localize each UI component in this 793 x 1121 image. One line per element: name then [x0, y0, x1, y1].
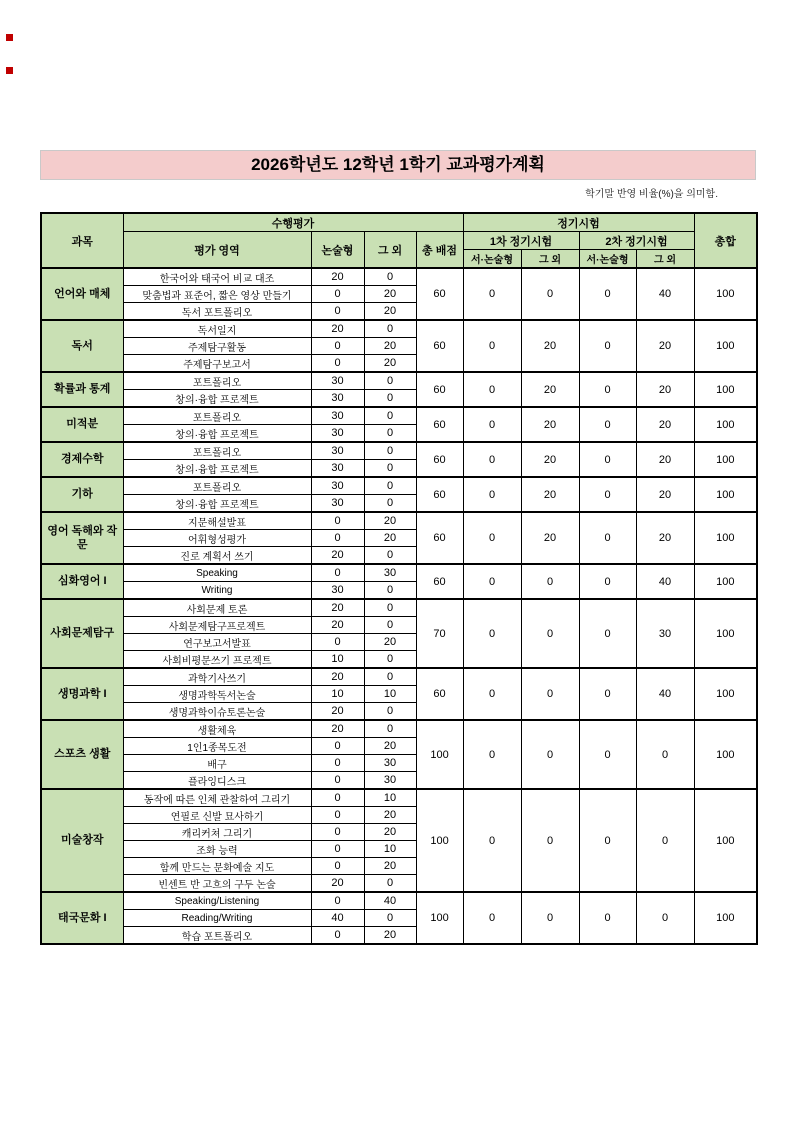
subject-group	[41, 407, 757, 442]
exam2-other-cell: 20	[636, 320, 694, 372]
other-score-cell: 0	[364, 547, 416, 565]
eval-area-cell: 독서 포트폴리오	[123, 303, 311, 321]
exam2-other-cell: 20	[636, 512, 694, 564]
subject-group	[41, 892, 757, 944]
eval-area-cell: 생명과학독서논술	[123, 686, 311, 703]
essay-score-cell: 0	[311, 892, 364, 910]
exam2-other-cell: 20	[636, 372, 694, 407]
other-score-cell: 20	[364, 634, 416, 651]
document-page	[40, 150, 756, 945]
exam2-other-cell: 20	[636, 442, 694, 477]
other-score-cell: 10	[364, 841, 416, 858]
eval-area-cell: 사회문제 토론	[123, 599, 311, 617]
essay-score-cell: 30	[311, 582, 364, 600]
other-score-cell: 20	[364, 927, 416, 945]
exam1-other-cell: 0	[521, 720, 579, 789]
other-score-cell: 30	[364, 772, 416, 790]
red-mark-icon	[6, 67, 13, 74]
other-score-cell: 20	[364, 303, 416, 321]
exam2-essay-cell: 0	[579, 407, 636, 442]
table-row	[41, 789, 757, 807]
essay-score-cell: 0	[311, 738, 364, 755]
exam2-essay-cell: 0	[579, 268, 636, 320]
subject-cell: 경제수학	[41, 442, 123, 477]
other-score-cell: 30	[364, 564, 416, 582]
subject-cell: 미술창작	[41, 789, 123, 892]
subject-cell: 스포츠 생활	[41, 720, 123, 789]
eval-area-cell: 사회비평문쓰기 프로젝트	[123, 651, 311, 669]
eval-area-cell: 창의·융합 프로젝트	[123, 460, 311, 478]
essay-score-cell: 20	[311, 599, 364, 617]
essay-score-cell: 0	[311, 512, 364, 530]
eval-area-header: 평가 영역	[123, 232, 311, 269]
exam1-header: 1차 정기시험	[463, 232, 579, 250]
subject-cell: 심화영어 I	[41, 564, 123, 599]
total-points-cell: 60	[416, 320, 463, 372]
grand-total-cell: 100	[694, 668, 757, 720]
table-row	[41, 268, 757, 286]
essay-score-cell: 30	[311, 442, 364, 460]
eval-area-cell: 연필로 신발 묘사하기	[123, 807, 311, 824]
subject-cell: 태국문화 I	[41, 892, 123, 944]
other-score-cell: 10	[364, 789, 416, 807]
subject-group	[41, 320, 757, 372]
exam1-other-cell: 20	[521, 477, 579, 512]
exam1-other-cell: 20	[521, 407, 579, 442]
table-row	[41, 564, 757, 582]
other-score-cell: 40	[364, 892, 416, 910]
total-points-cell: 60	[416, 477, 463, 512]
exam1-essay-cell: 0	[463, 320, 521, 372]
grand-total-cell: 100	[694, 789, 757, 892]
other-score-cell: 20	[364, 738, 416, 755]
essay-score-cell: 10	[311, 686, 364, 703]
exam1-essay-cell: 0	[463, 599, 521, 668]
table-row	[41, 477, 757, 495]
other-score-cell: 0	[364, 495, 416, 513]
table-row	[41, 512, 757, 530]
grand-total-cell: 100	[694, 372, 757, 407]
exam1-other-cell: 0	[521, 892, 579, 944]
other-score-cell: 0	[364, 477, 416, 495]
essay-score-cell: 20	[311, 617, 364, 634]
essay-score-cell: 0	[311, 634, 364, 651]
subject-group	[41, 372, 757, 407]
total-points-cell: 100	[416, 720, 463, 789]
other-score-cell: 20	[364, 824, 416, 841]
subject-cell: 사회문제탐구	[41, 599, 123, 668]
subject-cell: 미적분	[41, 407, 123, 442]
essay-score-cell: 20	[311, 547, 364, 565]
exam1-other-cell: 0	[521, 268, 579, 320]
eval-area-cell: 맞춤법과 표준어, 짧은 영상 만들기	[123, 286, 311, 303]
eval-area-cell: 함께 만드는 문화예술 지도	[123, 858, 311, 875]
subject-group	[41, 599, 757, 668]
table-row	[41, 668, 757, 686]
header-row-1	[41, 213, 757, 232]
subject-cell: 영어 독해와 작문	[41, 512, 123, 564]
other-score-cell: 0	[364, 720, 416, 738]
other-score-cell: 20	[364, 807, 416, 824]
total-points-cell: 100	[416, 789, 463, 892]
grand-total-cell: 100	[694, 599, 757, 668]
eval-area-cell: 주제탐구보고서	[123, 355, 311, 373]
other-score-cell: 0	[364, 910, 416, 927]
exam2-essay-cell: 0	[579, 477, 636, 512]
exam2-other-cell: 40	[636, 268, 694, 320]
exam2-essay-cell: 0	[579, 789, 636, 892]
grand-total-cell: 100	[694, 720, 757, 789]
exam1-essay-cell: 0	[463, 477, 521, 512]
total-points-cell: 60	[416, 564, 463, 599]
subject-cell: 독서	[41, 320, 123, 372]
other-score-cell: 0	[364, 599, 416, 617]
essay-score-cell: 20	[311, 668, 364, 686]
essay-score-cell: 0	[311, 789, 364, 807]
exam1-other-cell: 20	[521, 442, 579, 477]
note-text: 학기말 반영 비율(%)을 의미함.	[585, 189, 718, 200]
total-points-cell: 60	[416, 372, 463, 407]
exam1-other-cell: 0	[521, 599, 579, 668]
total-points-cell: 60	[416, 668, 463, 720]
table-row	[41, 320, 757, 338]
exam1-other-cell: 0	[521, 789, 579, 892]
exam1-essay-header: 서·논술형	[463, 250, 521, 269]
other-score-cell: 10	[364, 686, 416, 703]
exam1-essay-cell: 0	[463, 512, 521, 564]
other-score-cell: 0	[364, 425, 416, 443]
essay-header: 논술형	[311, 232, 364, 269]
total-points-cell: 70	[416, 599, 463, 668]
grand-total-cell: 100	[694, 320, 757, 372]
exam2-other-cell: 0	[636, 720, 694, 789]
eval-area-cell: 과학기사쓰기	[123, 668, 311, 686]
exam1-essay-cell: 0	[463, 720, 521, 789]
eval-area-cell: 창의·융합 프로젝트	[123, 390, 311, 408]
other-score-cell: 0	[364, 390, 416, 408]
total-points-cell: 60	[416, 442, 463, 477]
table-row	[41, 372, 757, 390]
exam1-essay-cell: 0	[463, 372, 521, 407]
exam1-essay-cell: 0	[463, 668, 521, 720]
exam2-other-cell: 0	[636, 892, 694, 944]
other-score-cell: 0	[364, 651, 416, 669]
essay-score-cell: 30	[311, 425, 364, 443]
eval-area-cell: 독서일지	[123, 320, 311, 338]
essay-score-cell: 0	[311, 755, 364, 772]
subject-header: 과목	[41, 213, 123, 268]
essay-score-cell: 0	[311, 858, 364, 875]
essay-score-cell: 20	[311, 320, 364, 338]
total-points-cell: 100	[416, 892, 463, 944]
subject-group	[41, 668, 757, 720]
essay-score-cell: 20	[311, 875, 364, 893]
exam2-other-cell: 0	[636, 789, 694, 892]
exam2-essay-cell: 0	[579, 512, 636, 564]
grand-total-cell: 100	[694, 564, 757, 599]
other-score-cell: 0	[364, 460, 416, 478]
essay-score-cell: 0	[311, 841, 364, 858]
essay-score-cell: 0	[311, 807, 364, 824]
other-score-cell: 0	[364, 617, 416, 634]
essay-score-cell: 0	[311, 530, 364, 547]
subject-cell: 언어와 매체	[41, 268, 123, 320]
eval-area-cell: 빈센트 반 고흐의 구두 논술	[123, 875, 311, 893]
exam1-other-header: 그 외	[521, 250, 579, 269]
grand-total-cell: 100	[694, 892, 757, 944]
exam1-other-cell: 20	[521, 320, 579, 372]
evaluation-plan-table	[40, 212, 758, 945]
exam1-essay-cell: 0	[463, 442, 521, 477]
other-score-cell: 20	[364, 858, 416, 875]
other-score-cell: 20	[364, 355, 416, 373]
eval-area-cell: 주제탐구활동	[123, 338, 311, 355]
eval-area-cell: 지문해설발표	[123, 512, 311, 530]
exam2-other-cell: 40	[636, 668, 694, 720]
exam1-essay-cell: 0	[463, 407, 521, 442]
exam2-other-header: 그 외	[636, 250, 694, 269]
essay-score-cell: 30	[311, 407, 364, 425]
other-score-cell: 0	[364, 703, 416, 721]
exam1-other-cell: 0	[521, 668, 579, 720]
subject-group	[41, 512, 757, 564]
subject-group	[41, 268, 757, 320]
eval-area-cell: 포트폴리오	[123, 442, 311, 460]
other-score-cell: 20	[364, 338, 416, 355]
subject-group	[41, 477, 757, 512]
exam2-essay-header: 서·논술형	[579, 250, 636, 269]
essay-score-cell: 0	[311, 355, 364, 373]
exam2-other-cell: 30	[636, 599, 694, 668]
eval-area-cell: 진로 계획서 쓰기	[123, 547, 311, 565]
essay-score-cell: 20	[311, 268, 364, 286]
essay-score-cell: 10	[311, 651, 364, 669]
total-points-cell: 60	[416, 407, 463, 442]
exam2-other-cell: 40	[636, 564, 694, 599]
other-header: 그 외	[364, 232, 416, 269]
eval-area-cell: 배구	[123, 755, 311, 772]
essay-score-cell: 30	[311, 372, 364, 390]
exam2-other-cell: 20	[636, 407, 694, 442]
other-score-cell: 0	[364, 442, 416, 460]
exam2-essay-cell: 0	[579, 564, 636, 599]
exam2-header: 2차 정기시험	[579, 232, 694, 250]
page-title: 2026학년도 12학년 1학기 교과평가계획	[40, 150, 756, 180]
exam1-other-cell: 20	[521, 512, 579, 564]
eval-area-cell: 생명과학이슈토론논술	[123, 703, 311, 721]
subject-cell: 생명과학 I	[41, 668, 123, 720]
other-score-cell: 30	[364, 755, 416, 772]
exam-header: 정기시험	[463, 213, 694, 232]
eval-area-cell: 포트폴리오	[123, 407, 311, 425]
eval-area-cell: Speaking/Listening	[123, 892, 311, 910]
performance-header: 수행평가	[123, 213, 463, 232]
eval-area-cell: 생활체육	[123, 720, 311, 738]
table-row	[41, 407, 757, 425]
eval-area-cell: 동작에 따른 인체 관찰하여 그리기	[123, 789, 311, 807]
essay-score-cell: 0	[311, 286, 364, 303]
essay-score-cell: 0	[311, 338, 364, 355]
subject-group	[41, 720, 757, 789]
exam2-other-cell: 20	[636, 477, 694, 512]
subject-cell: 기하	[41, 477, 123, 512]
eval-area-cell: 플라잉디스크	[123, 772, 311, 790]
other-score-cell: 20	[364, 530, 416, 547]
other-score-cell: 0	[364, 668, 416, 686]
total-points-cell: 60	[416, 268, 463, 320]
essay-score-cell: 30	[311, 390, 364, 408]
exam2-essay-cell: 0	[579, 892, 636, 944]
essay-score-cell: 40	[311, 910, 364, 927]
other-score-cell: 0	[364, 320, 416, 338]
essay-score-cell: 30	[311, 460, 364, 478]
other-score-cell: 0	[364, 268, 416, 286]
exam2-essay-cell: 0	[579, 599, 636, 668]
other-score-cell: 0	[364, 407, 416, 425]
table-row	[41, 720, 757, 738]
exam1-essay-cell: 0	[463, 564, 521, 599]
eval-area-cell: 창의·융합 프로젝트	[123, 425, 311, 443]
table-row	[41, 892, 757, 910]
exam2-essay-cell: 0	[579, 720, 636, 789]
eval-area-cell: 연구보고서발표	[123, 634, 311, 651]
grand-total-header: 총합	[694, 213, 757, 268]
table-header	[41, 213, 757, 268]
exam2-essay-cell: 0	[579, 320, 636, 372]
eval-area-cell: 캐리커쳐 그리기	[123, 824, 311, 841]
eval-area-cell: Reading/Writing	[123, 910, 311, 927]
eval-area-cell: 창의·융합 프로젝트	[123, 495, 311, 513]
eval-area-cell: Writing	[123, 582, 311, 600]
other-score-cell: 20	[364, 512, 416, 530]
total-points-cell: 60	[416, 512, 463, 564]
other-score-cell: 0	[364, 372, 416, 390]
eval-area-cell: 한국어와 태국어 비교 대조	[123, 268, 311, 286]
essay-score-cell: 30	[311, 477, 364, 495]
grand-total-cell: 100	[694, 512, 757, 564]
essay-score-cell: 0	[311, 564, 364, 582]
exam2-essay-cell: 0	[579, 442, 636, 477]
subject-cell: 확률과 통계	[41, 372, 123, 407]
essay-score-cell: 0	[311, 824, 364, 841]
grand-total-cell: 100	[694, 477, 757, 512]
exam2-essay-cell: 0	[579, 668, 636, 720]
other-score-cell: 20	[364, 286, 416, 303]
subject-group	[41, 564, 757, 599]
exam1-essay-cell: 0	[463, 892, 521, 944]
exam1-other-cell: 20	[521, 372, 579, 407]
other-score-cell: 0	[364, 582, 416, 600]
essay-score-cell: 30	[311, 495, 364, 513]
other-score-cell: 0	[364, 875, 416, 893]
eval-area-cell: 어휘형성평가	[123, 530, 311, 547]
exam1-other-cell: 0	[521, 564, 579, 599]
grand-total-cell: 100	[694, 442, 757, 477]
eval-area-cell: 조화 능력	[123, 841, 311, 858]
grand-total-cell: 100	[694, 407, 757, 442]
subject-group	[41, 789, 757, 892]
table-row	[41, 442, 757, 460]
subject-group	[41, 442, 757, 477]
header-row-2	[41, 232, 757, 250]
eval-area-cell: 사회문제탐구프로젝트	[123, 617, 311, 634]
eval-area-cell: 포트폴리오	[123, 477, 311, 495]
essay-score-cell: 0	[311, 303, 364, 321]
essay-score-cell: 0	[311, 772, 364, 790]
exam2-essay-cell: 0	[579, 372, 636, 407]
exam1-essay-cell: 0	[463, 268, 521, 320]
total-points-header: 총 배점	[416, 232, 463, 269]
exam1-essay-cell: 0	[463, 789, 521, 892]
eval-area-cell: 학습 포트폴리오	[123, 927, 311, 945]
table-row	[41, 599, 757, 617]
essay-score-cell: 0	[311, 927, 364, 945]
red-mark-icon	[6, 34, 13, 41]
essay-score-cell: 20	[311, 703, 364, 721]
grand-total-cell: 100	[694, 268, 757, 320]
eval-area-cell: 포트폴리오	[123, 372, 311, 390]
eval-area-cell: Speaking	[123, 564, 311, 582]
essay-score-cell: 20	[311, 720, 364, 738]
eval-area-cell: 1인1종목도전	[123, 738, 311, 755]
